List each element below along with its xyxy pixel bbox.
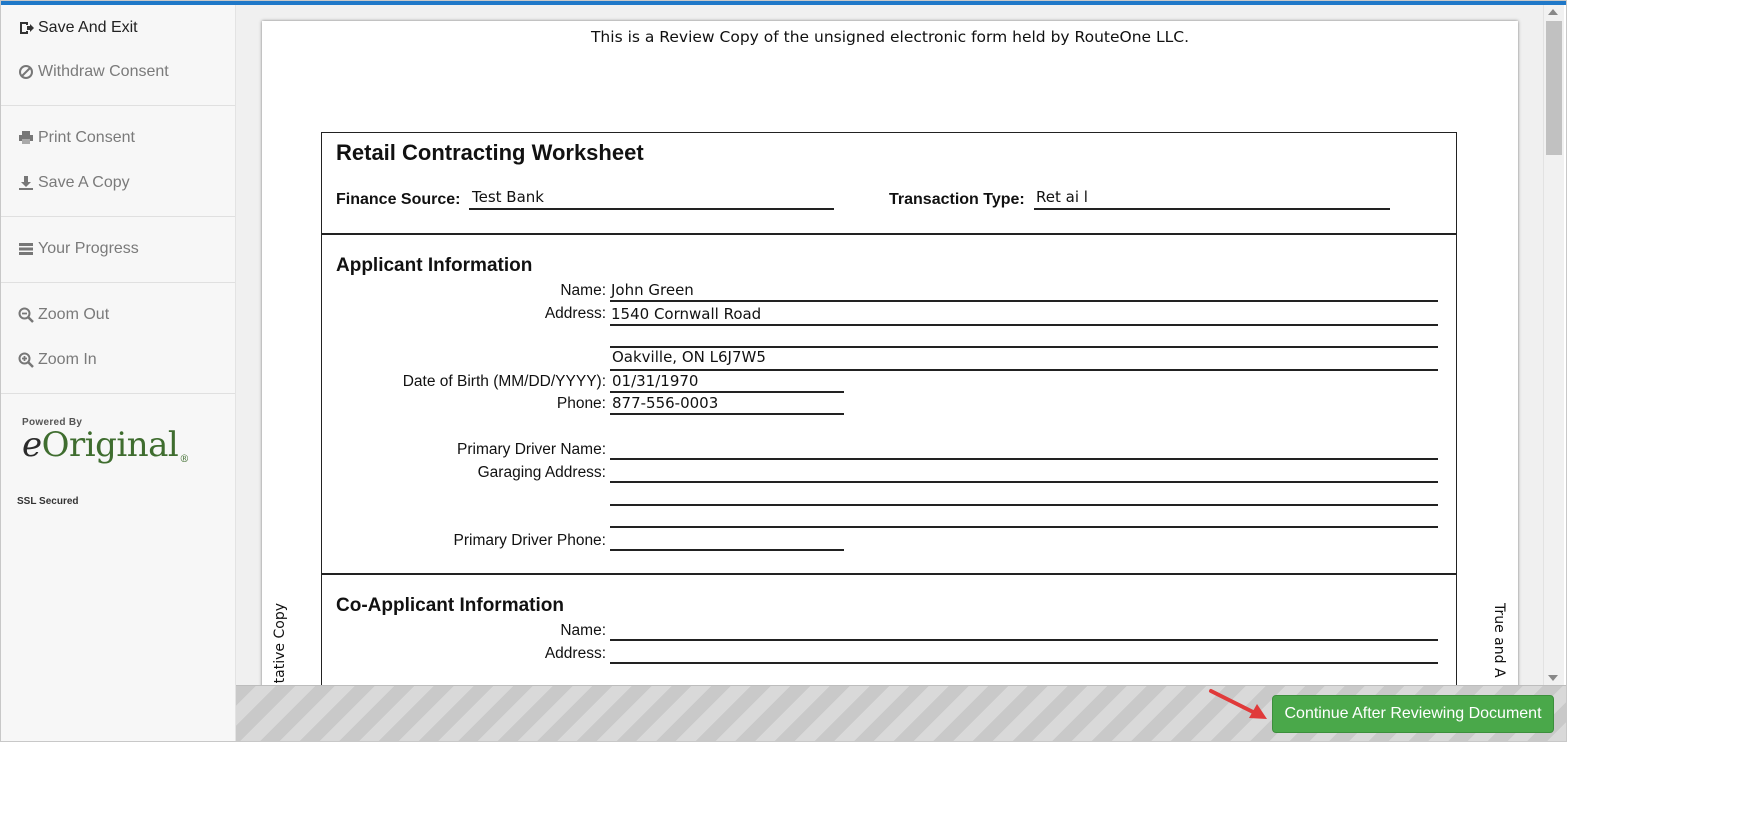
field-line bbox=[610, 481, 1438, 483]
field-line bbox=[610, 639, 1438, 641]
field-line bbox=[610, 391, 844, 393]
document-viewer[interactable] bbox=[236, 5, 1543, 685]
zoom-in-label: Zoom In bbox=[38, 351, 97, 368]
withdraw-consent-button[interactable] bbox=[17, 61, 169, 83]
dob-value: 01/31/1970 bbox=[612, 372, 699, 390]
progress-icon bbox=[17, 240, 35, 258]
save-and-exit-label: Save And Exit bbox=[38, 19, 138, 36]
coapplicant-name-label: Name: bbox=[560, 622, 606, 639]
form-title: Retail Contracting Worksheet bbox=[336, 140, 644, 165]
transaction-type-line bbox=[1034, 208, 1390, 210]
scroll-down-arrow-icon[interactable] bbox=[1548, 675, 1558, 681]
print-icon bbox=[17, 129, 35, 147]
transaction-type-value: Ret ai l bbox=[1036, 188, 1088, 206]
finance-source-line bbox=[469, 208, 834, 210]
applicant-name-label: Name: bbox=[560, 282, 606, 299]
finance-source-label: Finance Source: bbox=[336, 191, 461, 208]
exit-icon bbox=[17, 19, 35, 37]
section-divider bbox=[322, 573, 1456, 575]
field-line bbox=[610, 324, 1438, 326]
action-bar bbox=[236, 685, 1566, 742]
eoriginal-logo: eOriginal® bbox=[22, 425, 189, 465]
applicant-section-title: Applicant Information bbox=[336, 255, 533, 276]
primary-driver-name-label: Primary Driver Name: bbox=[457, 441, 606, 458]
viewer-scrollbar[interactable] bbox=[1543, 5, 1564, 685]
field-line bbox=[610, 662, 1438, 664]
scroll-thumb[interactable] bbox=[1546, 21, 1562, 155]
zoom-out-button[interactable] bbox=[17, 304, 109, 326]
field-line bbox=[610, 413, 844, 415]
sidebar-divider bbox=[1, 216, 235, 217]
field-line bbox=[610, 504, 1438, 506]
finance-source-value: Test Bank bbox=[472, 188, 544, 206]
transaction-type-label: Transaction Type: bbox=[889, 191, 1025, 208]
zoom-in-button[interactable] bbox=[17, 349, 97, 371]
vertical-watermark-right: True and A bbox=[1491, 603, 1507, 678]
document-page bbox=[262, 21, 1518, 685]
coapplicant-section-title: Co-Applicant Information bbox=[336, 595, 564, 616]
print-consent-label: Print Consent bbox=[38, 129, 135, 146]
download-icon bbox=[17, 174, 35, 192]
applicant-address-line3: Oakville, ON L6J7W5 bbox=[612, 348, 766, 366]
vertical-watermark-left: tative Copy bbox=[272, 603, 288, 684]
applicant-address-line1: 1540 Cornwall Road bbox=[611, 305, 762, 323]
primary-driver-phone-label: Primary Driver Phone: bbox=[453, 532, 606, 549]
ban-icon bbox=[17, 63, 35, 81]
sidebar-divider bbox=[1, 105, 235, 106]
field-line bbox=[610, 549, 844, 551]
powered-by-text: Powered By bbox=[22, 417, 83, 428]
worksheet-form bbox=[321, 132, 1457, 685]
print-consent-button[interactable] bbox=[17, 127, 135, 149]
field-line bbox=[610, 369, 1438, 371]
save-a-copy-button[interactable] bbox=[17, 172, 130, 194]
scroll-up-arrow-icon[interactable] bbox=[1548, 9, 1558, 15]
review-copy-note: This is a Review Copy of the unsigned electronic form held by RouteOne LLC. bbox=[590, 28, 1190, 46]
applicant-name-value: John Green bbox=[611, 281, 694, 299]
ssl-secured-text: SSL Secured bbox=[17, 496, 79, 507]
your-progress-label: Your Progress bbox=[38, 240, 139, 257]
sidebar-divider bbox=[1, 282, 235, 283]
coapplicant-address-label: Address: bbox=[544, 645, 606, 662]
dob-label: Date of Birth (MM/DD/YYYY): bbox=[402, 373, 606, 390]
field-line bbox=[610, 526, 1438, 528]
zoom-out-icon bbox=[17, 306, 35, 324]
save-and-exit-button[interactable] bbox=[17, 17, 138, 39]
sidebar bbox=[1, 5, 236, 742]
red-arrow-icon bbox=[1201, 683, 1271, 723]
field-line bbox=[610, 458, 1438, 460]
section-divider bbox=[322, 233, 1456, 235]
withdraw-consent-label: Withdraw Consent bbox=[38, 63, 169, 80]
your-progress-button[interactable] bbox=[17, 238, 139, 260]
continue-after-reviewing-button[interactable]: Continue After Reviewing Document bbox=[1272, 695, 1554, 733]
zoom-out-label: Zoom Out bbox=[38, 306, 110, 323]
save-a-copy-label: Save A Copy bbox=[38, 174, 130, 191]
garaging-address-label: Garaging Address: bbox=[477, 464, 606, 481]
phone-label: Phone: bbox=[556, 395, 606, 412]
zoom-in-icon bbox=[17, 351, 35, 369]
sidebar-divider bbox=[1, 393, 235, 394]
phone-value: 877-556-0003 bbox=[612, 394, 719, 412]
applicant-address-label: Address: bbox=[544, 305, 606, 322]
field-line bbox=[610, 300, 1438, 302]
